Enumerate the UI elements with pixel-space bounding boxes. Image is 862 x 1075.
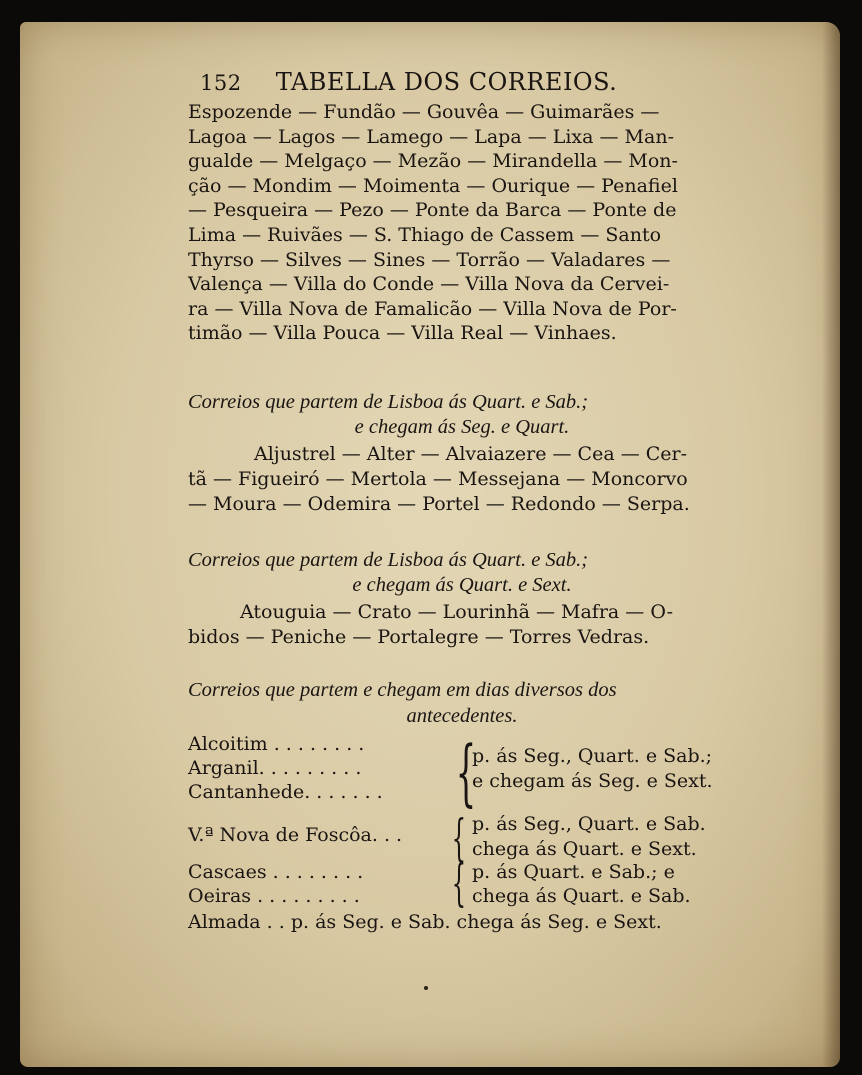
brace-icon: { (455, 730, 477, 814)
text-line: Thyrso — Silves — Sines — Torrão — Valadares — (188, 248, 671, 271)
schedule-text: p. ás Quart. e Sab.; e (472, 861, 675, 883)
section-heading: Correios que partem de Lisboa ás Quart. e Sab.; (188, 549, 589, 571)
text-line: Almada . . p. ás Seg. e Sab. chega ás Seg. e Sext. (188, 911, 662, 933)
brace-icon: { (451, 854, 467, 912)
text-line: — Pesqueira — Pezo — Ponte da Barca — Ponte de (188, 199, 677, 222)
schedule-text: e chegam ás Seg. e Sext. (472, 770, 713, 792)
place-name: Cantanhede. . . . . . . (188, 781, 383, 803)
schedule-text: chega ás Quart. e Sab. (472, 885, 691, 907)
text-line: tã — Figueiró — Mertola — Messejana — Moncorvo (188, 468, 688, 490)
schedule-text: p. ás Seg., Quart. e Sab.; (472, 745, 713, 767)
page-number: 152 (200, 71, 242, 95)
section-subheading: e chegam ás Quart. e Sext. (352, 574, 572, 596)
section-subheading: e chegam ás Seg. e Quart. (354, 416, 570, 438)
text-line: timão — Villa Pouca — Villa Real — Vinhaes. (188, 322, 617, 345)
place-name: V.ª Nova de Foscôa. . . (188, 824, 403, 846)
place-name: Oeiras . . . . . . . . . (188, 885, 360, 907)
text-line: Aljustrel — Alter — Alvaiazere — Cea — Cer- (254, 443, 688, 465)
text-line: ra — Villa Nova de Famalicão — Villa Nova de Por- (188, 297, 677, 320)
section-heading: Correios que partem de Lisboa ás Quart. e Sab.; (188, 391, 589, 413)
ink-dot (424, 986, 428, 990)
place-name: Arganil. . . . . . . . . (188, 757, 362, 779)
text-line: bidos — Peniche — Portalegre — Torres Vedras. (188, 626, 650, 648)
text-line: Espozende — Fundão — Gouvêa — Guimarães — (188, 101, 660, 123)
text-line: gualde — Melgaço — Mezão — Mirandella — Mon- (188, 150, 678, 173)
page-header (200, 68, 617, 96)
text-line: Lagoa — Lagos — Lamego — Lapa — Lixa — Man- (188, 125, 674, 148)
page-title: TABELLA DOS CORREIOS. (275, 68, 618, 96)
text-line: ção — Mondim — Moimenta — Ourique — Penafiel (188, 174, 678, 197)
schedule-text: p. ás Seg., Quart. e Sab. (472, 813, 706, 835)
page-edge-shadow (822, 22, 840, 1067)
place-name: Alcoitim . . . . . . . . (188, 733, 365, 755)
text-line: Atouguia — Crato — Lourinhã — Mafra — O- (240, 601, 674, 623)
schedule-text: chega ás Quart. e Sext. (472, 838, 697, 860)
text-line: Valença — Villa do Conde — Villa Nova da Cervei- (188, 273, 670, 296)
section-subheading: antecedentes. (406, 705, 518, 727)
place-name: Cascaes . . . . . . . . (188, 861, 364, 883)
brace-icon: { (451, 809, 467, 867)
section-heading: Correios que partem e chegam em dias diversos dos (188, 679, 617, 701)
text-line: — Moura — Odemira — Portel — Redondo — Serpa. (188, 493, 690, 515)
text-line: Lima — Ruivães — S. Thiago de Cassem — Santo (188, 224, 662, 246)
